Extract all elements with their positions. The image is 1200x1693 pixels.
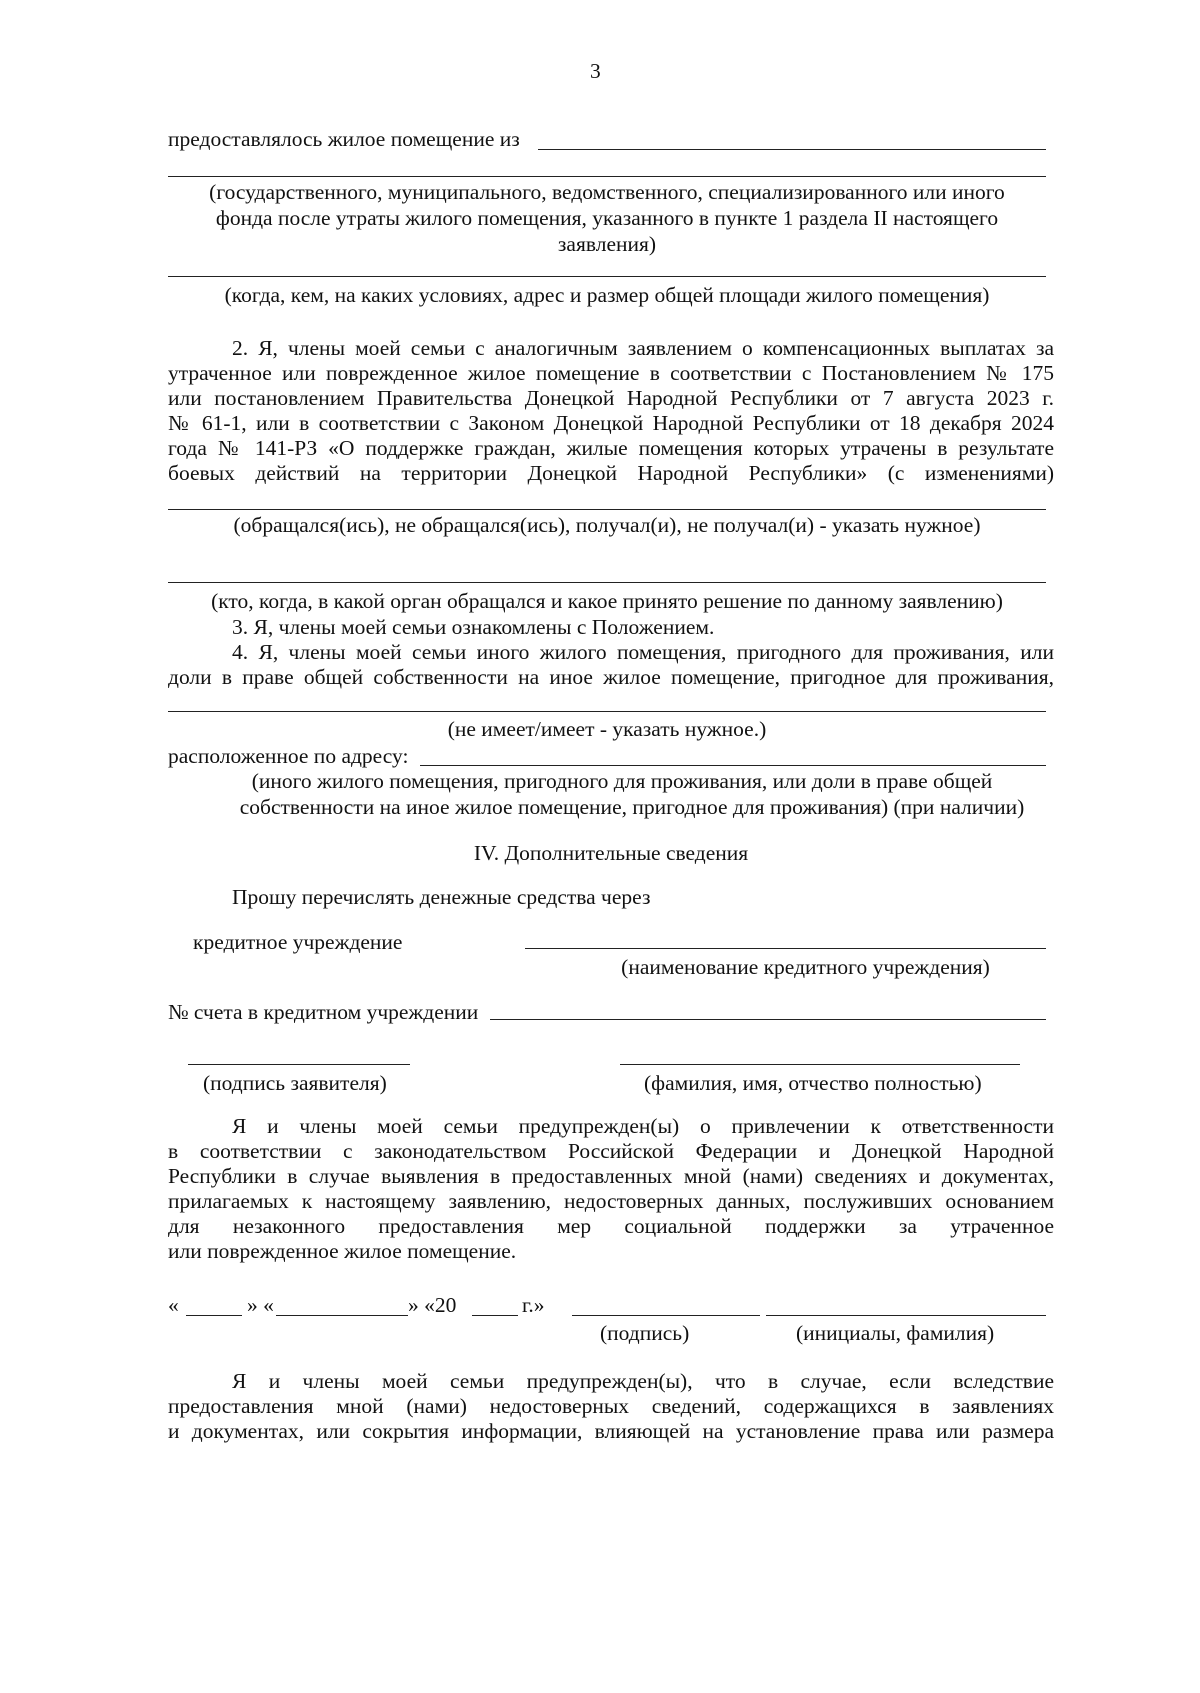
warning2-line: и документах, или сокрытия информации, влияющей на установление права или размера <box>168 1419 1054 1443</box>
date-mid: » « <box>247 1293 274 1317</box>
applicant-name-line[interactable] <box>620 1064 1020 1065</box>
applicant-name-caption: (фамилия, имя, отчество полностью) <box>644 1071 982 1095</box>
transfer-text: Прошу перечислять денежные средства через <box>232 885 651 909</box>
fund-label: предоставлялось жилое помещение из <box>168 127 520 151</box>
final-sign-line[interactable] <box>572 1315 760 1316</box>
fund-caption-1: (государственного, муниципального, ведомственного, специализированного или иного <box>209 180 1005 204</box>
warning2-line: предоставления мной (нами) недостоверных сведений, содержащихся в заявлениях <box>168 1394 1054 1418</box>
item4-line: доли в праве общей собственности на иное жилое помещение, пригодное для проживания, <box>168 665 1054 689</box>
when-caption: (когда, кем, на каких условиях, адрес и размер общей площади жилого помещения) <box>224 283 990 307</box>
fund-caption-3: заявления) <box>557 232 657 256</box>
item4-line: 4. Я, члены моей семьи иного жилого помещения, пригодного для проживания, или <box>232 640 1054 664</box>
address-field-line[interactable] <box>420 765 1046 766</box>
section-title: IV. Дополнительные сведения <box>473 841 749 865</box>
item3-text: 3. Я, члены моей семьи ознакомлены с Положением. <box>232 615 715 639</box>
item2-line: боевых действий на территории Донецкой Народной Республики» (с изменениями) <box>168 461 1054 485</box>
item2-line: № 61-1, или в соответствии с Законом Донецкой Народной Республики от 18 декабря 2024 <box>168 411 1054 435</box>
year-field-line[interactable] <box>472 1315 518 1316</box>
warning1-line: в соответствии с законодательством Российской Федерации и Донецкой Народной <box>168 1139 1054 1163</box>
warning2-line: Я и члены моей семьи предупрежден(ы), что в случае, если вследствие <box>232 1369 1054 1393</box>
date-year-prefix: » «20 <box>408 1293 457 1317</box>
who-field-line[interactable] <box>168 582 1046 583</box>
applied-caption: (обращался(ись), не обращался(ись), получал(и), не получал(и) - указать нужное) <box>233 513 981 537</box>
final-initials-caption: (инициалы, фамилия) <box>796 1321 995 1345</box>
page-number: 3 <box>590 59 601 83</box>
day-field-line[interactable] <box>186 1315 242 1316</box>
warning1-line: Республики в случае выявления в предоставленных мной (нами) сведениях и документах, <box>168 1164 1054 1188</box>
warning1-line: Я и члены моей семьи предупрежден(ы) о привлечении к ответственности <box>232 1114 1054 1138</box>
fund-field-line[interactable] <box>538 149 1046 150</box>
bank-label: кредитное учреждение <box>193 930 403 954</box>
has-caption: (не имеет/имеет - указать нужное.) <box>447 717 767 741</box>
final-sign-caption: (подпись) <box>600 1321 690 1345</box>
bank-caption: (наименование кредитного учреждения) <box>621 955 990 979</box>
applicant-sign-line[interactable] <box>188 1064 410 1065</box>
final-initials-line[interactable] <box>766 1315 1046 1316</box>
item2-line: утраченное или поврежденное жилое помещение в соответствии с Постановлением № 175 <box>168 361 1054 385</box>
account-label: № счета в кредитном учреждении <box>168 1000 479 1024</box>
item2-line: или постановлением Правительства Донецкой Народной Республики от 7 августа 2023 г. <box>168 386 1054 410</box>
address-caption-2: собственности на иное жилое помещение, пригодное для проживания) (при наличии) <box>239 795 1025 819</box>
applied-field-line[interactable] <box>168 509 1046 510</box>
month-field-line[interactable] <box>276 1315 408 1316</box>
date-open-quote: « <box>168 1293 179 1317</box>
warning1-line: прилагаемых к настоящему заявлению, недостоверных данных, послуживших основанием <box>168 1189 1054 1213</box>
item2-line: года № 141-РЗ «О поддержке граждан, жилые помещения которых утрачены в результате <box>168 436 1054 460</box>
who-caption: (кто, когда, в какой орган обращался и какое принято решение по данному заявлению) <box>211 589 1003 613</box>
fund-field-line-2[interactable] <box>168 176 1046 177</box>
fund-caption-2: фонда после утраты жилого помещения, указанного в пункте 1 раздела II настоящего <box>215 206 999 230</box>
warning1-line: для незаконного предоставления мер социальной поддержки за утраченное <box>168 1214 1054 1238</box>
applicant-sign-caption: (подпись заявителя) <box>203 1071 387 1095</box>
bank-field-line[interactable] <box>525 948 1046 949</box>
when-field-line[interactable] <box>168 276 1046 277</box>
item2-line: 2. Я, члены моей семьи с аналогичным заявлением о компенсационных выплатах за <box>232 336 1054 360</box>
address-caption-1: (иного жилого помещения, пригодного для проживания, или доли в праве общей <box>251 769 993 793</box>
account-field-line[interactable] <box>490 1019 1046 1020</box>
address-label: расположенное по адресу: <box>168 744 409 768</box>
has-field-line[interactable] <box>168 711 1046 712</box>
warning1-line: или поврежденное жилое помещение. <box>168 1239 517 1263</box>
date-year-suffix: г.» <box>522 1293 545 1317</box>
